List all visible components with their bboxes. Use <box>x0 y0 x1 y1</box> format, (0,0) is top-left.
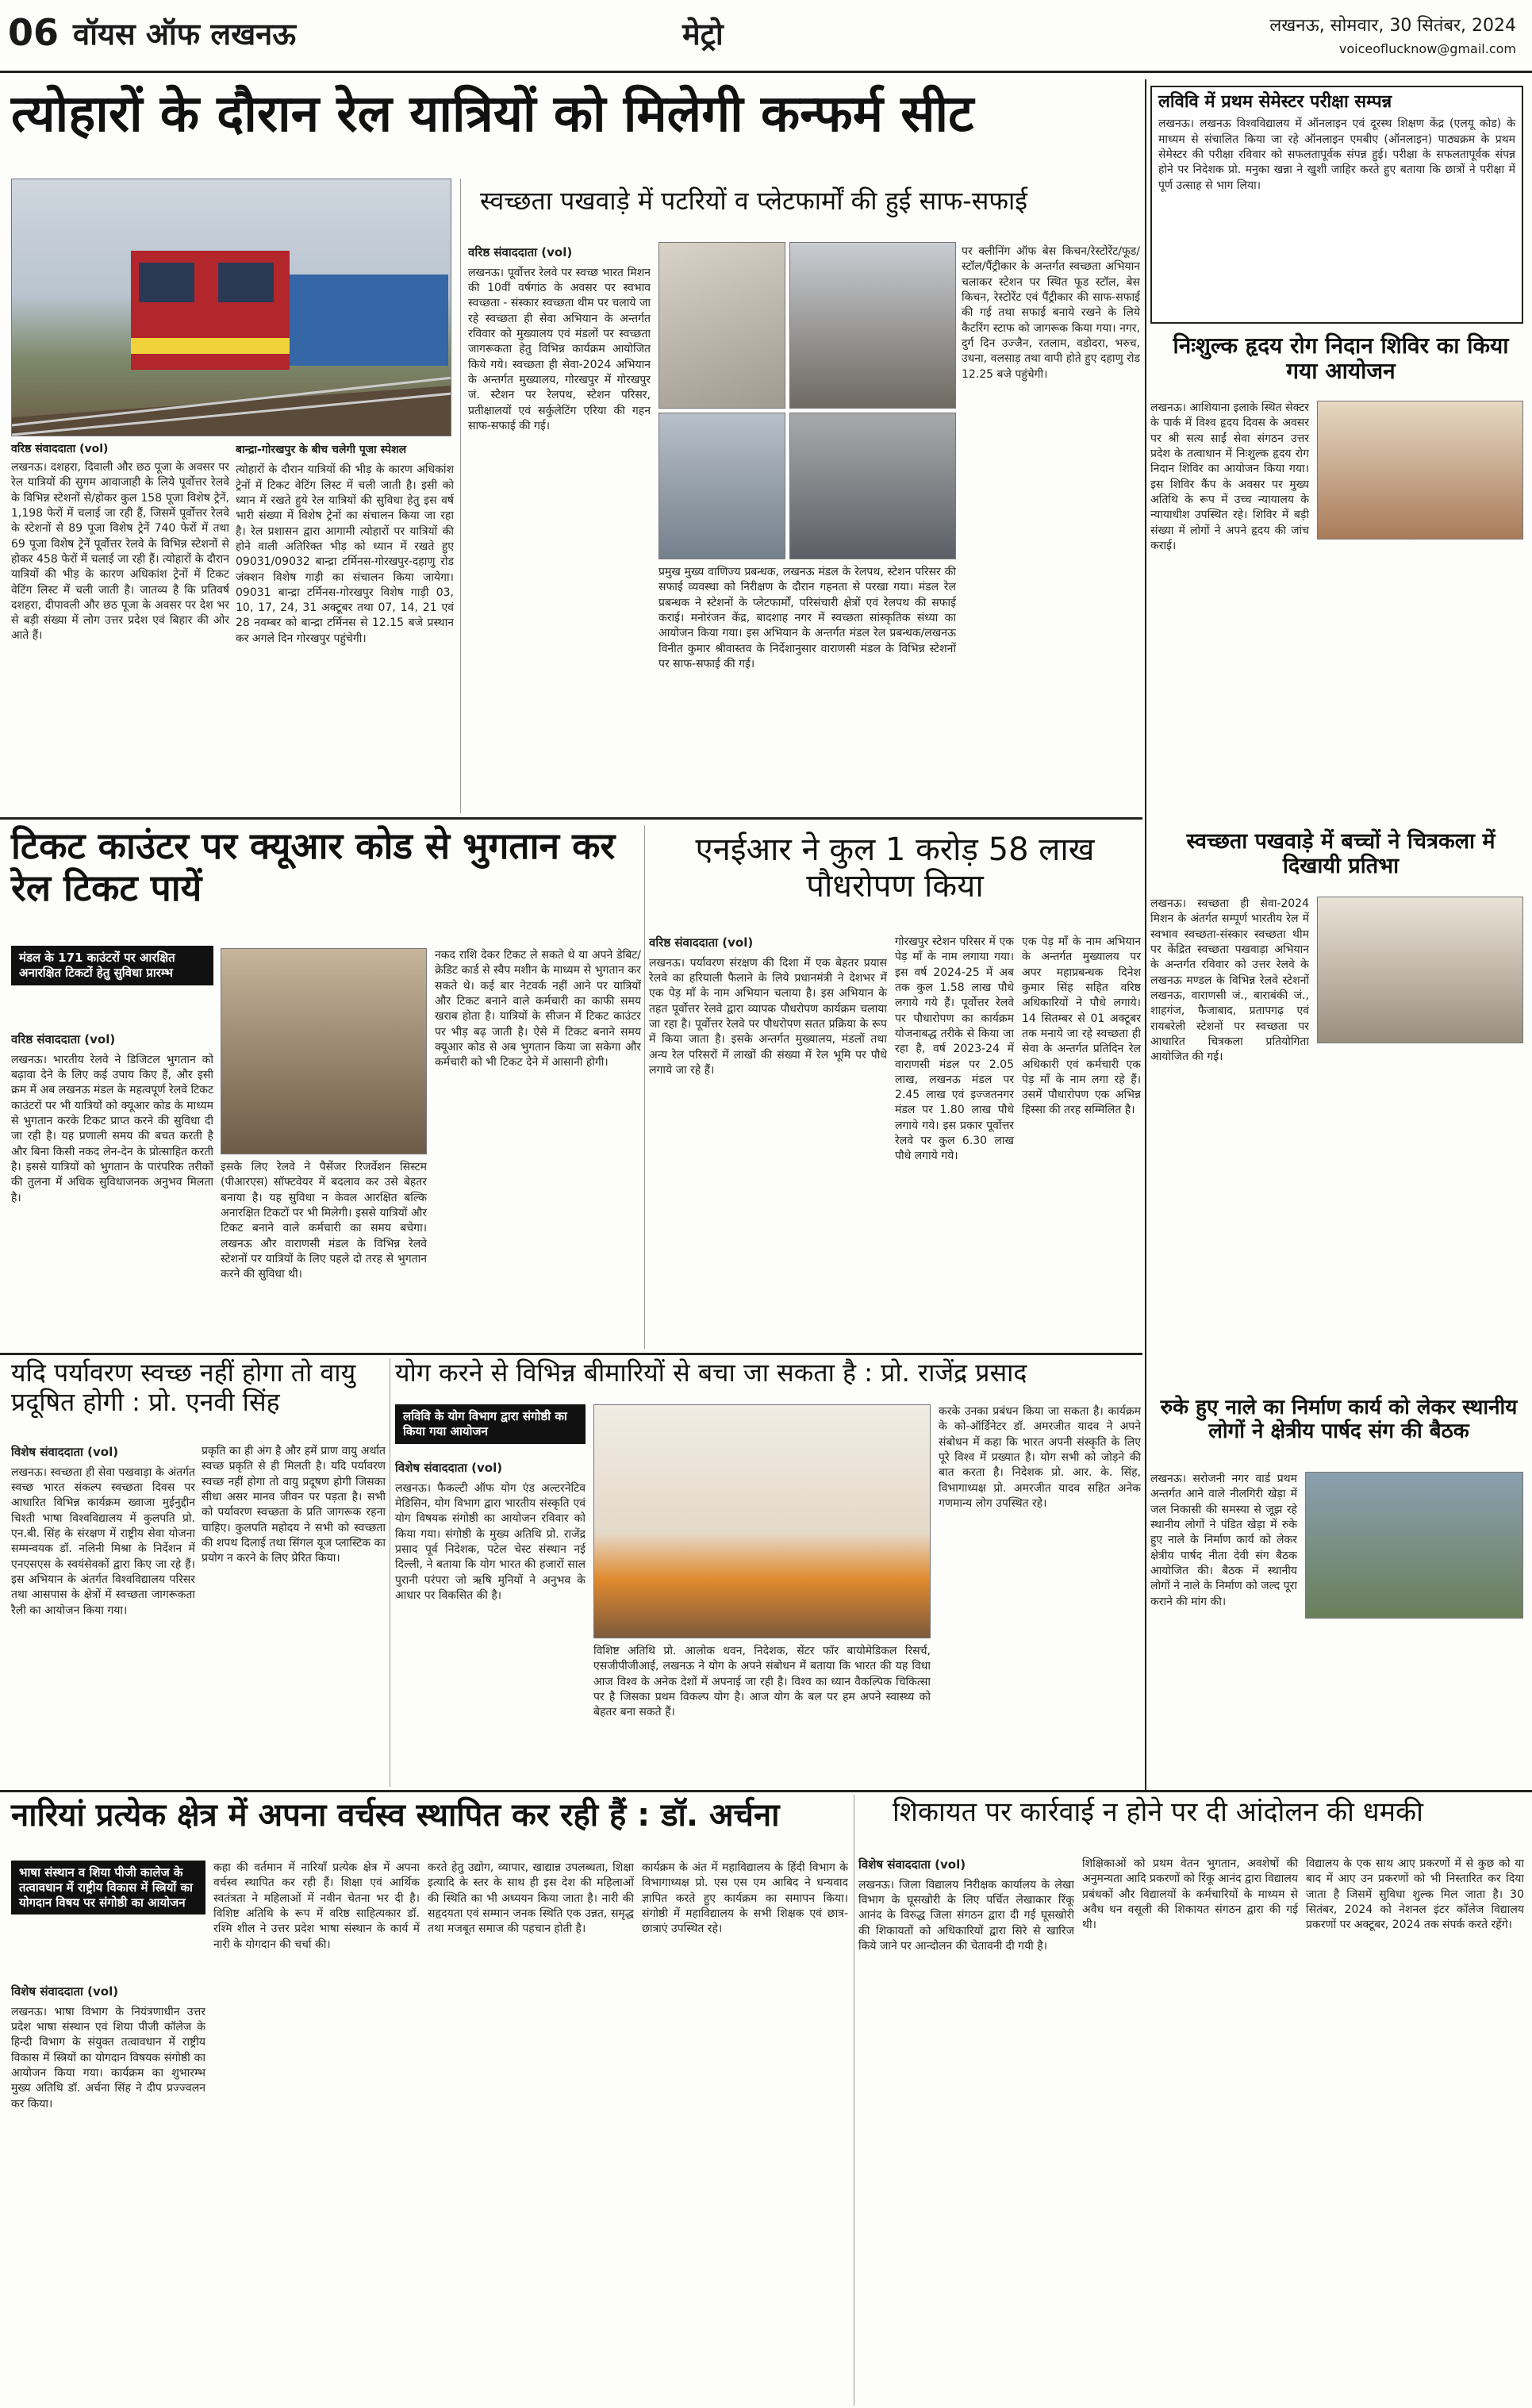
environment-byline: विशेष संवाददाता (vol) <box>11 1445 119 1459</box>
complaint-headline: शिकायत पर कार्रवाई न होने पर दी आंदोलन की धमकी <box>893 1796 1423 1828</box>
qr-col-3 <box>435 948 641 1349</box>
environment-col-1 <box>11 1444 195 1785</box>
plantation-col-3 <box>1022 935 1141 1349</box>
sidebar-drain-col <box>1150 1472 1297 1785</box>
cleanliness-photo-4 <box>789 413 956 559</box>
sidebar-heart-headline: निःशुल्क हृदय रोग निदान शिविर का किया गया आयोजन <box>1173 332 1509 385</box>
qr-col-3-text: नकद राशि देकर टिकट ले सकते थे या अपने डेबिट/क्रेडिट कार्ड से स्वैप मशीन के माध्यम से भुगतान कर सकते थे। कई बार नेटवर्क नहीं आने पर यात्रियों और टिकट बनाने वाले कर्मचारी का काफी समय खराब होता है। यात्रियों के सीजन में टिकट काउंटर पर भीड़ बढ़ जाती है। ऐसे में टिकट बनाने समय क्यूआर कोड से अब भुगतान किया जा सकेगा और कर्मचारी को भी टिकट देने में आसानी होगी। <box>435 949 641 1070</box>
sidebar-drain-text: लखनऊ। सरोजनी नगर वार्ड प्रथम अन्तर्गत आने वाले नीलगिरी खेड़ा में जल निकासी की समस्या से जूझ रहे स्थानीय लोगों ने पंडित खेड़ा में रुके हुए नाले के निर्माण कार्य को लेकर क्षेत्रीय पार्षद नीता देवी संग बैठक आयोजित की। बैठक में स्थानीय लोगों ने नाले के निर्माण को जल्द पूरा कराने की मांग की। <box>1150 1473 1297 1608</box>
cleanliness-col-3 <box>962 244 1140 809</box>
cleanliness-photo-2 <box>789 242 956 409</box>
sidebar-children-text: लखनऊ। स्वच्छता ही सेवा-2024 मिशन के अंतर्गत सम्पूर्ण भारतीय रेल में स्वभाव स्वच्छता-संस्कार स्वच्छता थीम पर केंद्रित स्वच्छता पखवाड़ा अभियान के अन्तर्गत रविवार को उत्तर रेलवे के लखनऊ मण्डल के विभिन्न रेलवे स्टेशनों लखनऊ, वाराणसी जं., बाराबंकी जं., शाहगंज, फैजाबाद, प्रतापगढ़ एवं रायबरेली स्टेशनों पर स्वच्छता पर आधारित चित्रकला प्रतियोगिता आयोजित की गई। <box>1150 897 1309 1064</box>
yoga-photo <box>593 1404 931 1638</box>
yoga-col-2 <box>593 1644 931 1785</box>
women-byline: विशेष संवाददाता (vol) <box>11 1984 119 1999</box>
complaint-byline: विशेष संवाददाता (vol) <box>858 1857 966 1872</box>
yoga-col-3 <box>939 1404 1141 1785</box>
qr-col-2 <box>221 1160 427 1349</box>
cleanliness-byline: वरिष्ठ संवाददाता (vol) <box>468 245 573 259</box>
qr-byline: वरिष्ठ संवाददाता (vol) <box>11 1032 116 1047</box>
cleanliness-col-2-text: प्रमुख मुख्य वाणिज्य प्रबन्धक, लखनऊ मंडल के रेलपथ, स्टेशन परिसर की सफाई व्यवस्था को निरीक्षण के दौरान गहनता से परखा गया। मंडल रेल प्रबन्धक ने स्टेशनों के प्लेटफार्मों, परिसंचारी क्षेत्रों एवं रेलपथ की सफाई कराई। मनोरंजन केंद्र, बादशाह नगर में स्वच्छता सांस्कृतिक संध्या का आयोजन किया गया। इस अभियान के अन्तर्गत मंडल रेल प्रबन्धक/लखनऊ विनीत कुमार श्रीवास्तव के निर्देशानुसार वाराणसी मंडल के विभिन्न स्टेशनों पर साफ-सफाई की गई। <box>658 566 956 670</box>
environment-headline: यदि पर्यावरण स्वच्छ नहीं होगा तो वायु प्रदूषित होगी : प्रो. एनवी सिंह <box>11 1358 356 1417</box>
divider-sidebar <box>1145 79 1146 1790</box>
masthead <box>0 0 1532 73</box>
sidebar-heart-photo <box>1317 401 1523 540</box>
paper-name: वॉयस ऑफ लखनऊ <box>73 17 297 52</box>
lead-photo-train <box>11 179 451 436</box>
divider-qr <box>644 825 645 1349</box>
qr-photo <box>221 948 427 1154</box>
lead-col-2-text: त्योहारों के दौरान यात्रियों की भीड़ के कारण अधिकांश ट्रेनों में टिकट वेटिंग लिस्ट में चली जाती है। इसी को ध्यान में रखते हुये रेल यात्रियों की सुविधा हेतु इस वर्ष भारी संख्या में विशेष ट्रेनों का संचालन किया जा रहा है। रेल प्रशासन द्वारा आगामी त्योहारों पर यात्रियों की होने वाली अतिरिक्त भीड़ को ध्यान में रखते हुए 09031/09032 बान्द्रा टर्मिनस-गोरखपुर-दहाणु रोड जंक्शन विशेष गाड़ी का संचालन किया जायेगा। 09031 बान्द्रा टर्मिनस-गोरखपुर विशेष गाड़ी 03, 10, 17, 24, 31 अक्टूबर तथा 07, 14, 21 एवं 28 नवम्बर को बान्द्रा टर्मिनस से 12.15 बजे प्रस्थान कर अगले दिन गोरखपुर पहुंचेगी। <box>236 463 454 645</box>
cleanliness-photo-3 <box>658 413 785 559</box>
sidebar-heart-col <box>1150 401 1309 829</box>
sidebar-exam-headline: लविवि में प्रथम सेमेस्टर परीक्षा सम्पन्न <box>1158 92 1392 112</box>
women-col-1-text: लखनऊ। भाषा विभाग के नियंत्रणाधीन उत्तर प्रदेश भाषा संस्थान एवं शिया पीजी कॉलेज के हिन्दी विभाग के संयुक्त तत्वावधान में राष्ट्रीय विकास में स्त्रियों का योगदान विषयक संगोष्ठी का आयोजन किया गया। कार्यक्रम का शुभारम्भ मुख्य अतिथि डॉ. अर्चना सिंह ने दीप प्रज्ज्वलन कर किया। <box>11 2005 205 2110</box>
train-illustration <box>12 179 451 436</box>
divider-mid <box>0 1353 1142 1355</box>
page-number: 06 <box>8 11 60 54</box>
complaint-col-3-text: विद्यालय के एक साथ आए प्रकरणों में से कुछ को या बाद में आए उन प्रकरणों को भी निस्तारित कर दिया जाता है जिसमें सुविधा शुल्क मिल जाता है। 30 सितंबर, 2024 को नेशनल इंटर कॉलेज विद्यालय प्रकरणों पर अक्टूबर, 2024 तक संपर्क करते रहेंगे। <box>1306 1857 1524 1932</box>
yoga-col-1 <box>395 1460 586 1785</box>
plantation-byline: वरिष्ठ संवाददाता (vol) <box>649 935 754 950</box>
lead-col-1-text: लखनऊ। दशहरा, दिवाली और छठ पूजा के अवसर पर रेल यात्रियों की सुगम आवाजाही के लिये पूर्वोत्तर रेलवे के विभिन्न स्टेशनों से/होकर कुल 158 पूजा विशेष ट्रेनें, 1,198 फेरों में चलाई जा रही हैं, जिसमें पूर्वोत्तर रेलवे के स्टेशनों से 89 पूजा विशेष ट्रेनें 740 फेरों में तथा 69 पूजा विशेष ट्रेनें पूर्वोत्तर रेलवे के विभिन्न स्टेशनों से होकर 458 फेरों में चलाई जा रही हैं। त्योहारों के दौरान यात्रियों की भीड़ के कारण अधिकांश ट्रेनों में टिकट वेटिंग लिस्ट में चली जाती है। जातव्य है कि प्रतिवर्ष दशहरा, दीपावली और छठ पूजा के अवसर पर देश भर से बड़ी संख्या में लोग उत्तर प्रदेश एवं बिहार की ओर आते हैं। <box>11 461 229 643</box>
plantation-col-1 <box>649 935 887 1349</box>
women-col-1 <box>11 1984 205 2400</box>
lead-headline: त्योहारों के दौरान रेल यात्रियों को मिलेगी कन्फर्म सीट <box>11 85 974 144</box>
sidebar-drain-photo <box>1305 1472 1523 1619</box>
sidebar-exam-body: लखनऊ। लखनऊ विश्वविद्यालय में ऑनलाइन एवं दूरस्थ शिक्षण केंद्र (एलयू कोड) के माध्यम से संचालित किया जा रहे ऑनलाइन एमबीए (ऑनलाइन) पाठ्यक्रम के प्रथम सेमेस्टर की परीक्षा रविवार को सफलतापूर्वक संपन्न हुई। परीक्षा के सफलतापूर्वक संपन्न होने पर निदेशक प्रो. मनुका खन्ना ने खुशी जाहिर करते हुए बताया कि छात्रों ने परीक्षा में पूर्ण उत्साह से भाग लिया। <box>1158 117 1515 192</box>
lead-col-2 <box>236 443 454 809</box>
sidebar-children-photo <box>1317 897 1523 1043</box>
cleanliness-photo-1 <box>658 242 785 409</box>
plantation-col-3-text: एक पेड़ माँ के नाम अभियान के अन्तर्गत मुख्यालय पर अपर महाप्रबन्धक दिनेश कुमार सिंह सहित वरिष्ठ अधिकारियों ने पौधे लगाये। 14 सितम्बर से 01 अक्टूबर तक मनाये जा रहे स्वच्छता ही सेवा के अन्तर्गत प्रतिदिन रेल अधिकारी एवं कर्मचारी एक पेड़ माँ के नाम लगा रहे हैं। उसमें पौधारोपण एक अभिन्न हिस्सा की तरह सम्मिलित है। <box>1022 935 1141 1117</box>
qr-col-1-text: लखनऊ। भारतीय रेलवे ने डिजिटल भुगतान को बढ़ावा देने के लिए कई उपाय किए हैं, और इसी क्रम में अब लखनऊ मंडल के महत्वपूर्ण रेलवे टिकट काउंटरों पर भी यात्रियों को क्यूआर कोड के माध्यम से भुगतान करके टिकट प्राप्त करने की सुविधा दी जा रही है। यह प्रणाली समय की बचत करती है और बिना किसी नकद लेन-देन के प्रोत्साहित करती है। इससे यात्रियों को भुगतान के पारंपरिक तरीकों की तुलना में अधिक सुविधाजनक अनुभव मिलता है। <box>11 1053 213 1204</box>
cleanliness-rail-headline: स्वच्छता पखवाड़े में पटरियों व प्लेटफार्मों की हुई साफ-सफाई <box>480 186 1028 216</box>
yoga-col-2-text: विशिष्ट अतिथि प्रो. आलोक धवन, निदेशक, सेंटर फॉर बायोमेडिकल रिसर्च, एसजीपीजीआई, लखनऊ ने योग के अपने संबोधन में बताया कि भारत की यह विधा आज विश्व के अनेक देशों में अपनाई जा रही है। विश्व का ध्यान वैकल्पिक चिकित्सा पर है जिसका प्रथम विकल्प योग है। आज योग के बल पर हम अपने स्वास्थ्य को बेहतर बना सकते हैं। <box>593 1645 931 1719</box>
divider-top <box>0 817 1142 820</box>
qr-col-1 <box>11 1031 213 1349</box>
cleanliness-col-1-text: लखनऊ। पूर्वोत्तर रेलवे पर स्वच्छ भारत मिशन की 10वीं वर्षगांठ के अवसर पर स्वभाव स्वच्छता - संस्कार स्वच्छता थीम पर चलाये जा रहे स्वच्छता ही सेवा अभियान के अन्तर्गत रविवार को मुख्यालय एवं मंडलों पर स्वच्छता जागरूकता हेतु विभिन्न कार्यक्रम आयोजित किये गये। स्वच्छता ही सेवा-2024 अभियान के अन्तर्गत मुख्यालय, गोरखपुर में गोरखपुर जं. स्टेशन पर रेलपथ, स्टेशन परिसर, प्रतीक्षालयों एवं सर्कुलेटिंग एरिया की गहन साफ-सफाई की गई। <box>468 266 651 432</box>
women-col-4-text: कार्यक्रम के अंत में महाविद्यालय के हिंदी विभाग के विभागाध्यक्ष प्रो. एस एस एम आबिद ने धन्यवाद ज्ञापित करते हुए कार्यक्रम का समापन किया। संगोष्ठी में महाविद्यालय के सभी शिक्षक एवं छात्र-छात्राएं उपस्थित रहे। <box>642 1861 848 1936</box>
complaint-col-2 <box>1082 1857 1298 2400</box>
plantation-headline: एनईआर ने कुल 1 करोड़ 58 लाख पौधरोपण किया <box>695 831 1095 904</box>
yoga-col-3-text: करके उनका प्रबंधन किया जा सकता है। कार्यक्रम के को-ऑर्डिनेटर डॉ. अमरजीत यादव ने अपने संबोधन में कहा कि भारत अपनी संस्कृति के लिए पूरे विश्व में प्रख्यात है। योग सभी को जोड़ने की बात करता है। निदेशक प्रो. आर. के. सिंह, विभागाध्यक्ष प्रो. अमरजीत यादव सहित अनेक गणमान्य लोग उपस्थित रहे। <box>939 1405 1141 1510</box>
environment-col-1-text: लखनऊ। स्वच्छता ही सेवा पखवाड़ा के अंतर्गत स्वच्छ भारत संकल्प स्वच्छता दिवस पर आधारित विभिन्न कार्यक्रम ख्वाजा मुईनुद्दीन चिश्ती भाषा विश्वविद्यालय में कुलपति प्रो. एन.बी. सिंह के संरक्षण में राष्ट्रीय सेवा योजना सम्मन्वयक डॉ. नलिनी मिश्रा के निर्देशन में एनएसएस के स्वयंसेवकों द्वारा किए जा रहे हैं। इस अभियान के अंतर्गत विश्वविद्यालय परिसर तथा आसपास के क्षेत्रों में स्वच्छता जागरूकता रैली का आयोजन किया गया। <box>11 1465 195 1617</box>
sidebar-heart-text: लखनऊ। आशियाना इलाके स्थित सेक्टर के पार्क में विश्व हृदय दिवस के अवसर पर श्री सत्य साईं सेवा संगठन उत्तर प्रदेश के तत्वाधान में निःशुल्क हृदय रोग निदान शिविर का आयोजन किया गया। इस शिविर कैंप के अवसर पर मुख्य अतिथि के रूप में उच्च न्यायालय के न्यायाधीश उपस्थित रहे। शिविर में बड़ी संख्या में लोगों ने अपने हृदय की जांच कराई। <box>1150 401 1309 552</box>
environment-col-2-text: प्रकृति का ही अंग है और हमें प्राण वायु अर्थात स्वच्छ प्रकृति से ही मिलती है। यदि पर्यावरण स्वच्छ नहीं होगा तो वायु प्रदूषण होगी जिसका सीधा असर मानव जीवन पर पड़ता है। सभी को पर्यावरण स्वच्छता के प्रति जागरूक रहना चाहिए। कुलपति महोदय ने सभी को स्वच्छता की शपथ दिलाई तथा सिंगल यूज प्लास्टिक का प्रयोग न करने के लिए प्रेरित किया। <box>202 1445 386 1565</box>
divider-bottom <box>0 1790 1532 1792</box>
yoga-headline: योग करने से विभिन्न बीमारियों से बचा जा सकता है : प्रो. राजेंद्र प्रसाद <box>395 1358 1027 1388</box>
yoga-byline: विशेष संवाददाता (vol) <box>395 1461 503 1475</box>
complaint-col-3 <box>1306 1857 1524 2400</box>
cleanliness-col-3-text: पर क्लीनिंग ऑफ बेस किचन/रेस्टोरेंट/फूड/स्टॉल/पैंट्रीकार के अन्तर्गत स्वच्छता अभियान चलाकर स्टेशन पर स्थित फूड स्टॉल, बेस किचन, रेस्टोरेंट एवं पैंट्रीकार की साफ-सफाई की गई तथा सफाई बनाये रखने के लिये कैटरिंग स्टाफ को जागरूक किया गया। नगर, दुर्ग दिन उज्जैन, रतलाम, वडोदरा, भरुच, उधना, वलसाड़ तथा वापी होते हुए दहाणु रोड 12.25 बजे पहुंचेगी। <box>962 245 1140 381</box>
plantation-col-1-text: लखनऊ। पर्यावरण संरक्षण की दिशा में एक बेहतर प्रयास रेलवे का हरियाली फैलाने के लिये प्रधानमंत्री ने देशभर में एक पेड़ माँ के नाम अभियान चलाया है। इस अभियान के तहत पूर्वोत्तर रेलवे द्वारा व्यापक पौधरोपण कार्यक्रम चलाया जा रहा है। पूर्वोत्तर रेलवे पर पौधरोपण सतत प्रक्रिया के रूप में किया जाता है। इसके अन्तर्गत मुख्यालय, मंडलों तथा अन्य रेल परिसरों में लाखों की संख्या में रेल भूमि पर पौधे लगाये जा रहे हैं। <box>649 956 887 1077</box>
complaint-col-1 <box>858 1857 1074 2400</box>
qr-col-2-text: इसके लिए रेलवे ने पैसेंजर रिजर्वेशन सिस्टम (पीआरएस) सॉफ्टवेयर में बदलाव कर उसे बेहतर बनाया है। यह सुविधा न केवल आरक्षित बल्कि अनारक्षित टिकटों पर भी मिलेगी। इससे यात्रियों और टिकट बनाने वाले कर्मचारी का समय बचेगा। लखनऊ और वाराणसी मंडल के विभिन्न रेलवे स्टेशनों पर यात्रियों के लिए पहले दो तरह से भुगतान करने की सुविधा थी। <box>221 1161 427 1281</box>
lead-col-1 <box>11 460 229 809</box>
lead-photo-caption: वरिष्ठ संवाददाता (vol) <box>11 443 109 455</box>
women-col-3 <box>428 1861 634 2400</box>
women-headline: नारियां प्रत्येक क्षेत्र में अपना वर्चस्व स्थापित कर रही हैं : डॉ. अर्चना <box>11 1797 780 1834</box>
complaint-col-1-text: लखनऊ। जिला विद्यालय निरीक्षक कार्यालय के लेखा विभाग के घूसखोरी के लिए पर्चित लेखाकार रिंकू आनंद के विरुद्ध जिला संगठन द्वारा दी गई घूसखोरी की शिकायतों को अधिकारियों द्वारा सिरे से खारिज किये जाने पर आन्दोलन की चेतावनी दी गयी है। <box>858 1878 1074 1953</box>
sidebar-children-col <box>1150 897 1309 1388</box>
women-col-2-text: कहा की वर्तमान में नारियाँ प्रत्येक क्षेत्र में अपना वर्चस्व स्थापित कर रही हैं। शिक्षा एवं आर्थिक स्वतंत्रता ने महिलाओं में नवीन चेतना भर दी है। विशिष्ट अतिथि के रूप में वरिष्ठ साहित्यकार डॉ. रश्मि शील ने उत्तर प्रदेश भाषा संस्थान के कार्य में नारी के योगदान की चर्चा की। <box>213 1861 420 1951</box>
sidebar-exam <box>1150 86 1523 324</box>
qr-ticket-box: मंडल के 171 काउंटरों पर आरक्षित अनारक्षित टिकटों हेतु सुविधा प्रारम्भ <box>11 946 213 985</box>
cleanliness-col-1 <box>468 244 651 809</box>
sidebar-children-headline: स्वच्छता पखवाड़े में बच्चों ने चित्रकला में दिखायी प्रतिभा <box>1186 829 1496 879</box>
plantation-col-2-text: गोरखपुर स्टेशन परिसर में एक पेड़ माँ के नाम लगाया गया। इस वर्ष 2024-25 में अब तक कुल 1.58 लाख पौधे लगाये गये हैं। पूर्वोत्तर रेलवे पर पौधारोपण का कार्यक्रम योजनाबद्ध तरीके से किया जा रहा है, वर्ष 2023-24 में वाराणसी मंडल पर 2.05 लाख, लखनऊ मंडल पर 2.45 लाख एवं इज्जतनगर मंडल पर 1.80 लाख पौधे लगाये गये। इस प्रकार पूर्वोत्तर रेलवे पर कुल 6.30 लाख पौधे लगाये गये। <box>895 935 1014 1163</box>
cleanliness-col-2 <box>658 565 956 809</box>
environment-col-2 <box>202 1444 386 1785</box>
dateline: लखनऊ, सोमवार, 30 सितंबर, 2024 <box>1269 16 1516 36</box>
contact-email: voiceoflucknow@gmail.com <box>1338 41 1516 56</box>
women-col-2 <box>213 1861 420 2400</box>
women-col-3-text: करते हेतु उद्योग, व्यापार, खाद्यान्न उपलब्धता, शिक्षा इत्यादि के स्तर के साथ ही इस देश की महिलाओं की स्थिति का भी अध्ययन किया जाता है। नारी की सहृदयता एवं सम्मान जनक स्थिति एक उन्नत, समृद्ध तथा मजबूत समाज की पहचान होती है। <box>428 1861 634 1936</box>
complaint-col-2-text: शिक्षिकाओं को प्रथम वेतन भुगतान, अवशेषों की अनुमन्यता आदि प्रकरणों को रिंकू आनंद द्वारा विद्यालय प्रबंधकों और विद्यालयों के कर्मचारियों के माध्यम से अवैध धन वसूली की शिकायत संगठन द्वारा की गई थी। <box>1082 1857 1298 1932</box>
sidebar-drain-headline: रुके हुए नाले का निर्माण कार्य को लेकर स्थानीय लोगों ने क्षेत्रीय पार्षद संग की बैठक <box>1160 1396 1518 1443</box>
women-col-4 <box>642 1861 848 2400</box>
section-name: मेट्रो <box>682 17 724 52</box>
qr-ticket-headline: टिकट काउंटर पर क्यूआर कोड से भुगतान कर रेल टिकट पायें <box>11 824 616 909</box>
divider-lead <box>460 179 461 813</box>
plantation-col-2 <box>895 935 1014 1349</box>
lead-subheading: बान्द्रा-गोरखपुर के बीच चलेगी पूजा स्पेशल <box>236 444 407 456</box>
yoga-col-1-text: लखनऊ। फैकल्टी ऑफ योग एंड अल्टरनेटिव मेडिसिन, योग विभाग द्वारा भारतीय संस्कृति एवं योग विषयक संगोष्ठी का आयोजन रविवार को किया गया। संगोष्ठी के मुख्य अतिथि प्रो. राजेंद्र प्रसाद पूर्व निदेशक, पटेल चेस्ट संस्थान नई दिल्ली, ने बताया कि योग भारत की हजारों साल पुरानी परंपरा जो ऋषि मुनियों ने अनुभव के आधार पर विकसित की है। <box>395 1481 586 1602</box>
yoga-box: लविवि के योग विभाग द्वारा संगोष्ठी का किया गया आयोजन <box>395 1404 586 1444</box>
women-box: भाषा संस्थान व शिया पीजी कालेज के तत्वावधान में राष्ट्रीय विकास में स्त्रियों का योगदान विषय पर संगोष्ठी का आयोजन <box>11 1861 205 1914</box>
